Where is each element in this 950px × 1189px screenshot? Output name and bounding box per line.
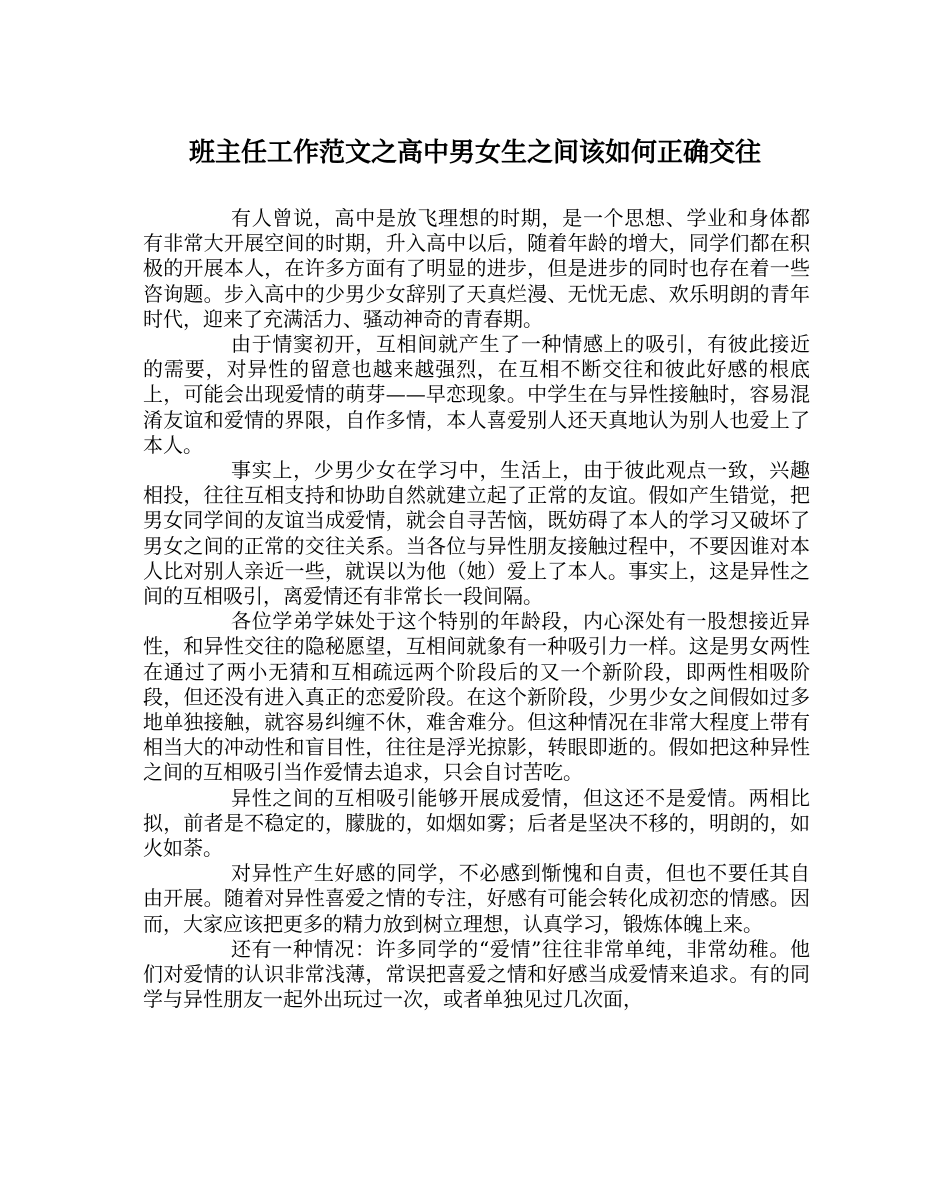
document-body: [143, 206, 810, 1013]
paragraph: 事实上，少男少女在学习中，生活上，由于彼此观点一致，兴趣相投，往往互相支持和协助自然就建立起了正常的友谊。假如产生错觉，把男女同学间的友谊当成爱情，就会自寻苦恼，既妨碍了本人的学习又破坏了男女之间的正常的交往关系。当各位与异性朋友接触过程中，不要因谁对本人比对别人亲近一些，就误以为他（她）爱上了本人。事实上，这是异性之间的互相吸引，离爱情还有非常长一段间隔。: [143, 458, 810, 609]
paragraph: 还有一种情况：许多同学的“爱情”往往非常单纯，非常幼稚。他们对爱情的认识非常浅薄，常误把喜爱之情和好感当成爱情来追求。有的同学与异性朋友一起外出玩过一次，或者单独见过几次面，: [143, 936, 810, 1012]
paragraph: 对异性产生好感的同学，不必感到惭愧和自责，但也不要任其自由开展。随着对异性喜爱之情的专注，好感有可能会转化成初恋的情感。因而，大家应该把更多的精力放到树立理想，认真学习，锻炼体魄上来。: [143, 861, 810, 936]
paragraph: 异性之间的互相吸引能够开展成爱情，但这还不是爱情。两相比拟，前者是不稳定的，朦胧的，如烟如雾；后者是坚决不移的，明朗的，如火如荼。: [143, 785, 810, 861]
paragraph: 各位学弟学妹处于这个特别的年龄段，内心深处有一股想接近异性，和异性交往的隐秘愿望，互相间就象有一种吸引力一样。这是男女两性在通过了两小无猜和互相疏远两个阶段后的又一个新阶段，即两性相吸阶段，但还没有进入真正的恋爱阶段。在这个新阶段，少男少女之间假如过多地单独接触，就容易纠缠不休，难舍难分。但这种情况在非常大程度上带有相当大的冲动性和盲目性，往往是浮光掠影，转眼即逝的。假如把这种异性之间的互相吸引当作爱情去追求，只会自讨苦吃。: [143, 609, 810, 785]
paragraph: 由于情窦初开，互相间就产生了一种情感上的吸引，有彼此接近的需要，对异性的留意也越来越强烈，在互相不断交往和彼此好感的根底上，可能会出现爱情的萌芽——早恋现象。中学生在与异性接触时，容易混淆友谊和爱情的界限，自作多情，本人喜爱别人还天真地认为别人也爱上了本人。: [143, 332, 810, 457]
document-title: 班主任工作范文之高中男女生之间该如何正确交往: [188, 138, 761, 168]
paragraph: 有人曾说，高中是放飞理想的时期，是一个思想、学业和身体都有非常大开展空间的时期，升入高中以后，随着年龄的增大，同学们都在积极的开展本人，在许多方面有了明显的进步，但是进步的同时也存在着一些咨询题。步入高中的少男少女辞别了天真烂漫、无忧无虑、欢乐明朗的青年时代，迎来了充满活力、骚动神奇的青春期。: [143, 206, 810, 331]
